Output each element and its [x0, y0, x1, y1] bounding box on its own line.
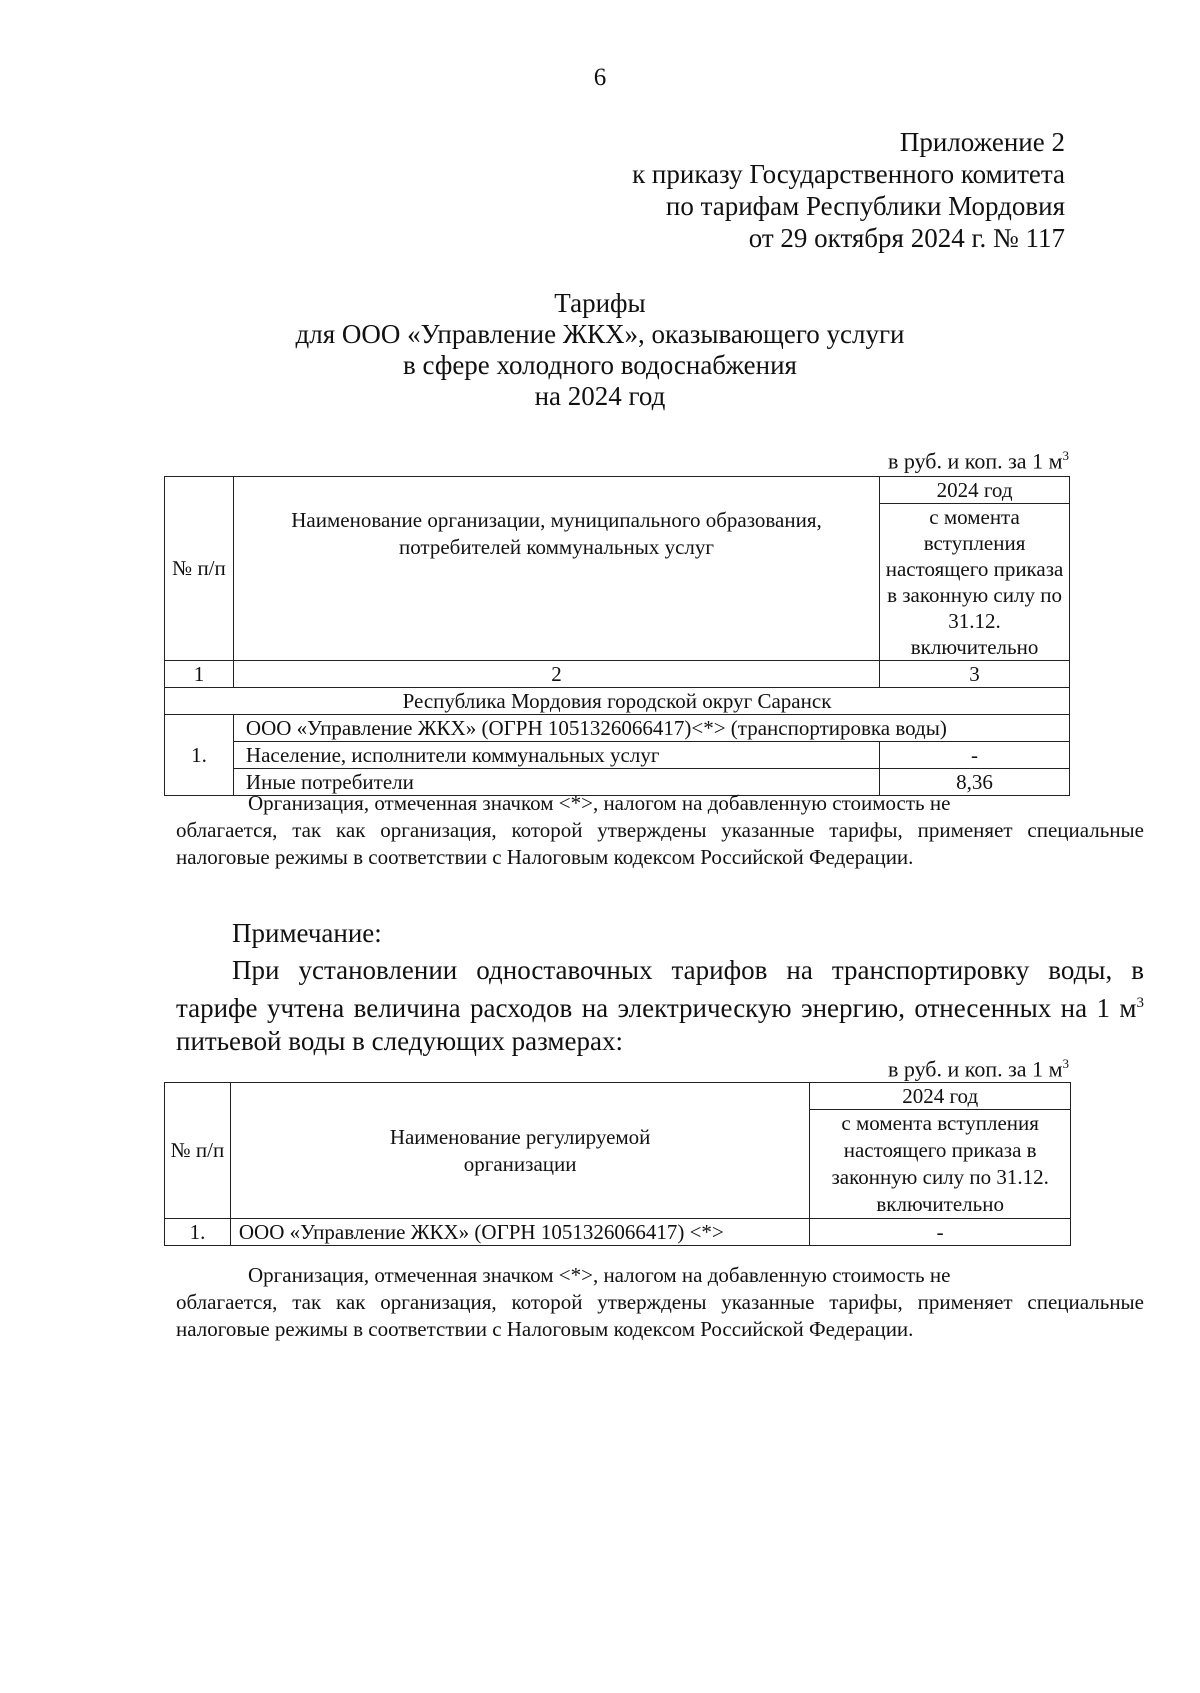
table2-unit-label	[888, 1056, 1069, 1082]
note-text-2: питьевой воды в следующих размерах:	[176, 1026, 623, 1056]
tariff-table	[164, 476, 1070, 796]
organization-name: ООО «Управление ЖКХ» (ОГРН 1051326066417) <*>	[230, 1219, 809, 1246]
header-year: 2024 год	[810, 1083, 1071, 1110]
appendix-line-4: от 29 октября 2024 г. № 117	[748, 223, 1065, 253]
note-heading: Примечание:	[232, 918, 382, 948]
row-number: 1.	[165, 715, 234, 796]
energy-value: -	[810, 1219, 1071, 1246]
page-number: 6	[593, 64, 607, 91]
header-name: Наименование организации, муниципального образования, потребителей коммунальных услуг	[233, 477, 879, 661]
title-line-3: в сфере холодного водоснабжения	[403, 350, 797, 380]
header-year: 2024 год	[880, 477, 1070, 504]
header-num: № п/п	[165, 477, 234, 661]
header-name: Наименование регулируемой организации	[230, 1083, 809, 1219]
tariff-value: 8,36	[880, 769, 1070, 796]
note-power: 3	[1136, 995, 1144, 1011]
document-title	[0, 288, 1200, 412]
header-period: с момента вступления настоящего приказа в законную силу по 31.12. включительно	[880, 504, 1070, 661]
table-row	[165, 1219, 1071, 1246]
header-period: с момента вступления настоящего приказа в законную силу по 31.12. включительно	[810, 1110, 1071, 1219]
unit-power: 3	[1062, 448, 1069, 463]
appendix-line-2: к приказу Государственного комитета	[632, 159, 1065, 189]
footnote-1-line-1: Организация, отмеченная значком <*>, налогом на добавленную стоимость не	[248, 791, 951, 815]
unit-text: в руб. и коп. за 1 м	[888, 1056, 1063, 1082]
footnote-2	[176, 1262, 1144, 1343]
note-text-1: При установлении одноставочных тарифов на транспортировку воды, в тарифе учтена величина расходов на электрическую энергию, отнесенных на 1 м	[176, 955, 1144, 1023]
unit-text: в руб. и коп. за 1 м	[888, 448, 1063, 474]
appendix-reference	[632, 126, 1065, 254]
appendix-line-1: Приложение 2	[899, 127, 1065, 157]
tariff-value: -	[880, 742, 1070, 769]
col-number-3: 3	[880, 661, 1070, 688]
title-line-1: Тарифы	[554, 288, 646, 318]
footnote-2-line-1: Организация, отмеченная значком <*>, налогом на добавленную стоимость не	[248, 1263, 951, 1287]
organization-row: ООО «Управление ЖКХ» (ОГРН 1051326066417)<*> (транспортировка воды)	[233, 715, 1069, 742]
appendix-line-3: по тарифам Республики Мордовия	[665, 191, 1065, 221]
table-row	[165, 742, 1070, 769]
energy-cost-table	[164, 1082, 1071, 1246]
footnote-1	[176, 790, 1144, 871]
footnote-1-rest: облагается, так как организация, которой утверждены указанные тарифы, применяет специальные налоговые режимы в соответствии с Налоговым кодексом Российской Федерации.	[176, 818, 1144, 869]
table1-unit-label	[888, 448, 1069, 474]
region-row: Республика Мордовия городской округ Саранск	[165, 688, 1070, 715]
footnote-2-rest: облагается, так как организация, которой утверждены указанные тарифы, применяет специальные налоговые режимы в соответствии с Налоговым кодексом Российской Федерации.	[176, 1290, 1144, 1341]
consumer-label: Иные потребители	[233, 769, 879, 796]
note-body	[176, 954, 1144, 1058]
col-number-1: 1	[165, 661, 234, 688]
title-line-2: для ООО «Управление ЖКХ», оказывающего услуги	[295, 319, 905, 349]
title-line-4: на 2024 год	[534, 381, 666, 411]
col-number-2: 2	[233, 661, 879, 688]
header-num: № п/п	[165, 1083, 231, 1219]
consumer-label: Население, исполнители коммунальных услуг	[233, 742, 879, 769]
unit-power: 3	[1062, 1056, 1069, 1071]
row-number: 1.	[165, 1219, 231, 1246]
